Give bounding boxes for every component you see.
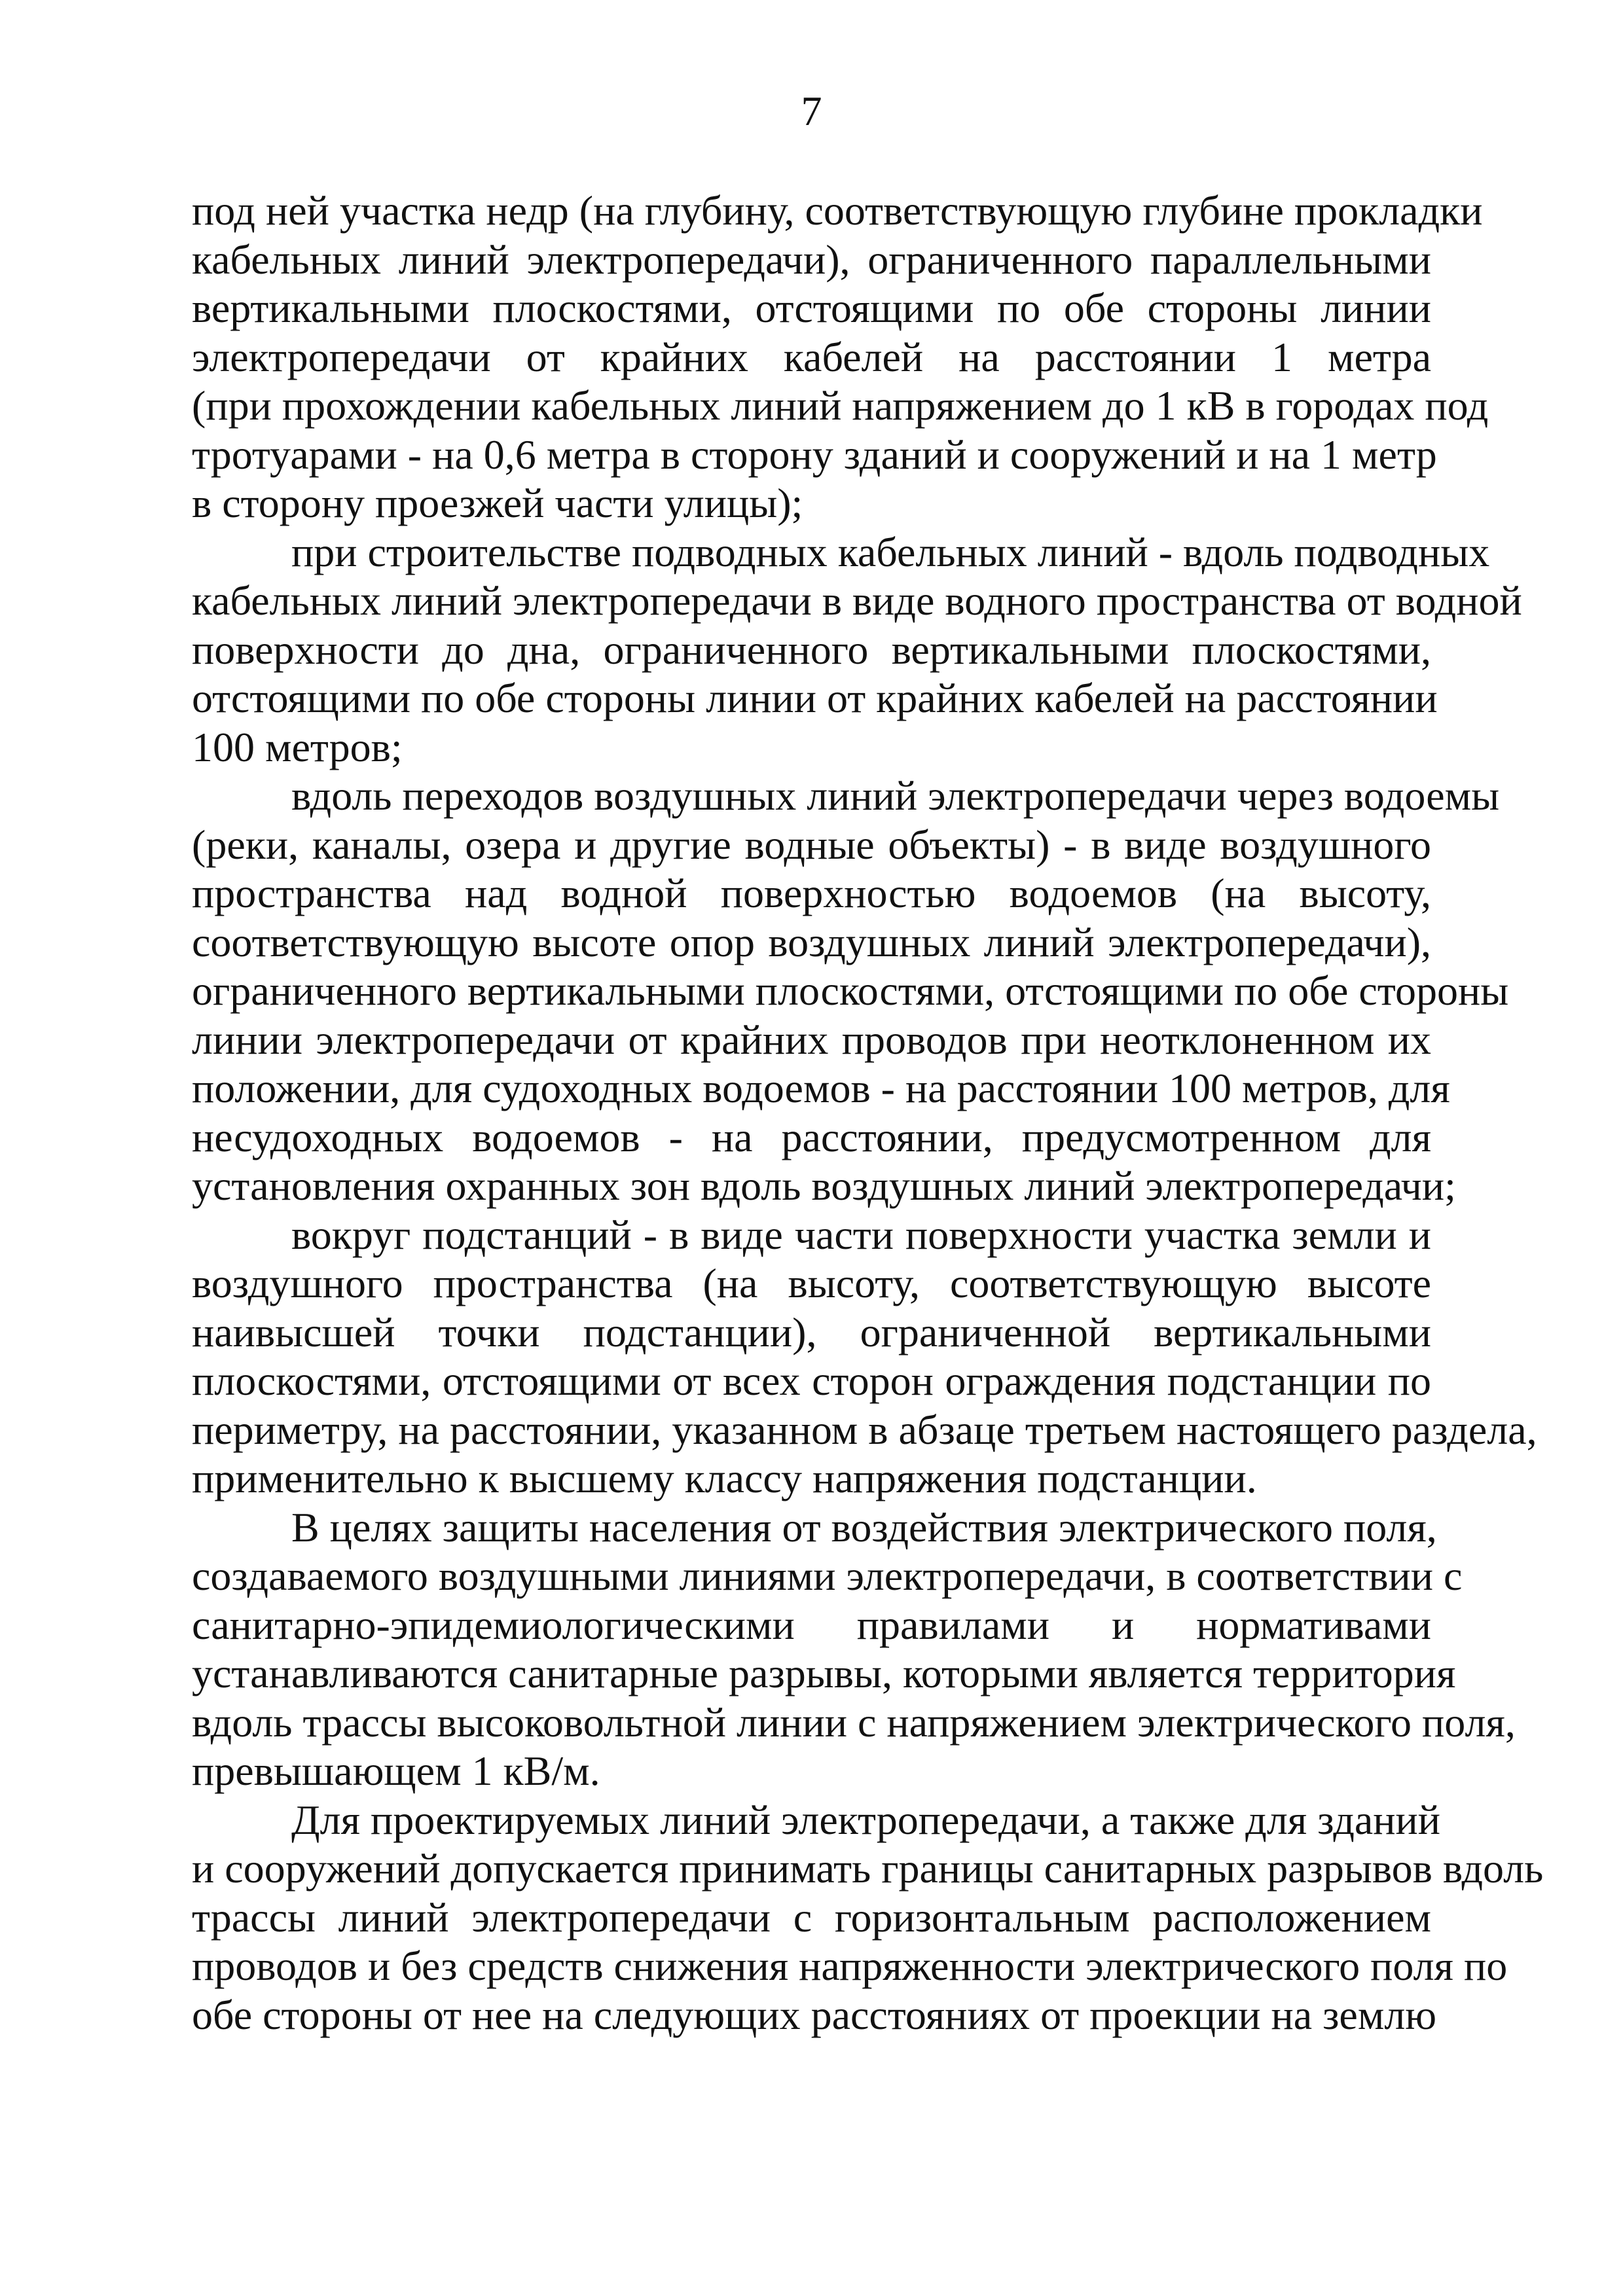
text-line: обе стороны от нее на следующих расстояниях от проекции на землю <box>192 1991 1437 2038</box>
text-line: создаваемого воздушными линиями электропередачи, в соответствии с <box>192 1552 1463 1599</box>
text-line: вдоль трассы высоковольтной линии с напряжением электрического поля, <box>192 1698 1516 1746</box>
text-line: кабельных линий электропередачи), ограниченного параллельными <box>192 236 1431 283</box>
text-line: линии электропередачи от крайних проводов при неотклоненном их <box>192 1016 1431 1063</box>
paragraph-3 <box>192 772 1509 1211</box>
text-line: 100 метров; <box>192 723 403 770</box>
paragraph-2 <box>192 528 1522 772</box>
text-line: плоскостями, отстоящими от всех сторон ограждения подстанции по <box>192 1357 1431 1404</box>
text-line: ограниченного вертикальными плоскостями, отстоящими по обе стороны <box>192 967 1509 1014</box>
text-line: при строительстве подводных кабельных линий - вдоль подводных <box>291 528 1490 575</box>
text-line: вертикальными плоскостями, отстоящими по обе стороны линии <box>192 285 1431 331</box>
text-line: Для проектируемых линий электропередачи, а также для зданий <box>291 1796 1441 1843</box>
text-line: поверхности до дна, ограниченного вертикальными плоскостями, <box>192 626 1431 673</box>
paragraph-6 <box>192 1796 1544 2040</box>
text-line: вокруг подстанций - в виде части поверхности участка земли и <box>291 1211 1431 1258</box>
document-body <box>192 187 1544 2039</box>
text-line: проводов и без средств снижения напряженности электрического поля по <box>192 1943 1508 1989</box>
text-line: санитарно-эпидемиологическими правилами и нормативами <box>192 1601 1431 1648</box>
text-line: применительно к высшему классу напряжения подстанции. <box>192 1455 1257 1501</box>
paragraph-1 <box>192 187 1489 528</box>
text-line: отстоящими по обе стороны линии от крайних кабелей на расстоянии <box>192 675 1438 721</box>
text-line: вдоль переходов воздушных линий электропередачи через водоемы <box>291 772 1500 819</box>
text-line: положении, для судоходных водоемов - на расстоянии 100 метров, для <box>192 1065 1450 1111</box>
text-line: воздушного пространства (на высоту, соответствующую высоте <box>192 1260 1431 1306</box>
text-line: соответствующую высоте опор воздушных линий электропередачи), <box>192 918 1431 965</box>
text-line: превышающем 1 кВ/м. <box>192 1748 600 1794</box>
text-line: несудоходных водоемов - на расстоянии, предусмотренном для <box>192 1113 1431 1160</box>
paragraph-5 <box>192 1503 1516 1796</box>
text-line: (реки, каналы, озера и другие водные объекты) - в виде воздушного <box>192 821 1431 868</box>
paragraph-4 <box>192 1211 1537 1503</box>
text-line: В целях защиты населения от воздействия электрического поля, <box>291 1503 1437 1551</box>
text-line: трассы линий электропередачи с горизонтальным расположением <box>192 1893 1431 1941</box>
text-line: тротуарами - на 0,6 метра в сторону зданий и сооружений и на 1 метр <box>192 431 1437 478</box>
text-line: наивысшей точки подстанции), ограниченной вертикальными <box>192 1308 1431 1355</box>
text-line: и сооружений допускается принимать границы санитарных разрывов вдоль <box>192 1845 1544 1892</box>
text-line: в сторону проезжей части улицы); <box>192 480 803 526</box>
text-line: устанавливаются санитарные разрывы, которыми является территория <box>192 1650 1456 1696</box>
text-line: под ней участка недр (на глубину, соответствующую глубине прокладки <box>192 187 1483 234</box>
text-line: установления охранных зон вдоль воздушных линий электропередачи; <box>192 1162 1456 1209</box>
text-line: периметру, на расстоянии, указанном в абзаце третьем настоящего раздела, <box>192 1406 1537 1453</box>
text-line: электропередачи от крайних кабелей на расстоянии 1 метра <box>192 333 1431 380</box>
text-line: (при прохождении кабельных линий напряжением до 1 кВ в городах под <box>192 382 1489 429</box>
text-line: кабельных линий электропередачи в виде водного пространства от водной <box>192 577 1522 624</box>
text-line: пространства над водной поверхностью водоемов (на высоту, <box>192 870 1431 916</box>
page-number: 7 <box>801 88 822 134</box>
